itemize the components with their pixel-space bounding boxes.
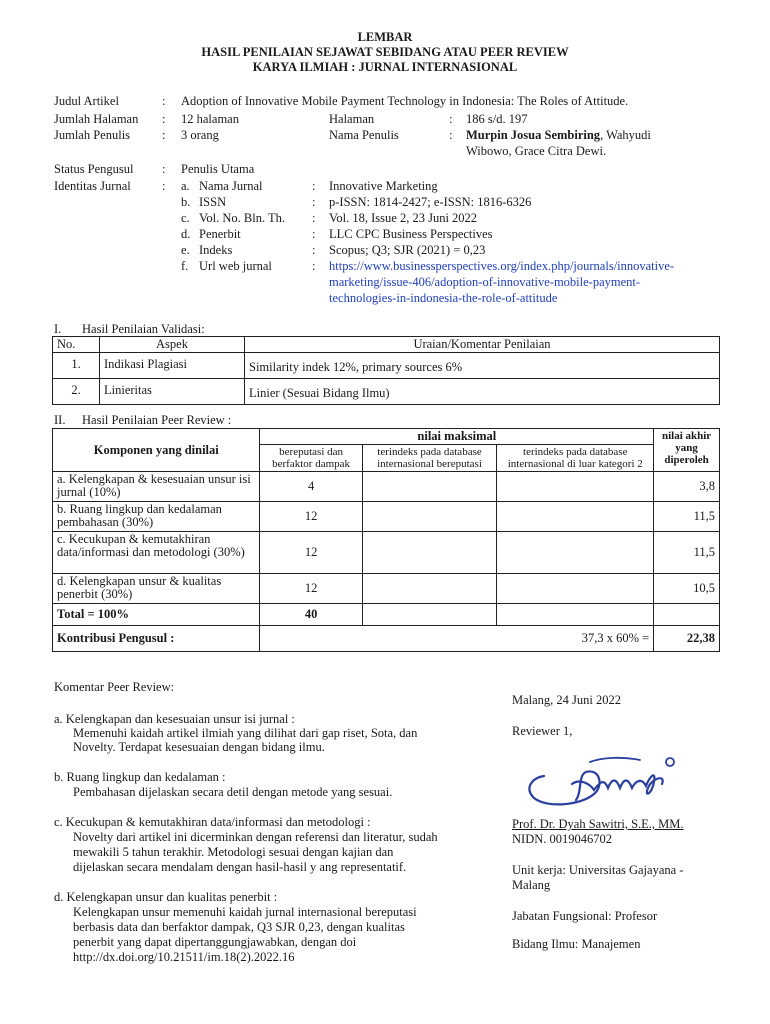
table-row [53,353,720,379]
empty-cell [362,574,497,604]
nilai-maks: 12 [260,532,362,574]
total-value: 40 [260,604,362,626]
halaman-label: Halaman [329,112,375,126]
komentar-a-line: Novelty. Terdapat kesesuaian dengan bidang ilmu. [73,740,325,754]
colon: : [162,179,166,193]
empty-cell [362,472,497,502]
halaman-value: 186 s/d. 197 [466,112,528,126]
section-ii-heading: Hasil Penilaian Peer Review : [82,413,232,427]
validasi-table [52,336,720,405]
komentar-b-line: Pembahasan dijelaskan secara detil dengan metode yang sesuai. [73,785,393,799]
jurnal-label: Penerbit [199,227,241,241]
reviewer-bidang: Bidang Ilmu: Manajemen [512,937,641,951]
jurnal-letter: b. [181,195,191,209]
jurnal-value: p-ISSN: 1814-2427; e-ISSN: 1816-6326 [329,195,532,209]
author-main: Murpin Josua Sembiring [466,128,601,142]
peer-table [52,428,720,652]
section-i-heading: Hasil Penilaian Validasi: [82,322,205,336]
colon: : [312,211,316,225]
sub-col-3: terindeks pada database internasional di luar kategori 2 [497,445,654,472]
identitas-label: Identitas Jurnal [54,179,131,193]
nilai-akhir: 10,5 [654,574,720,604]
url-line3[interactable]: technologies-in-indonesia-the-role-of-attitude [329,291,558,305]
jurnal-label: Nama Jurnal [199,179,263,193]
row-uraian: Similarity indek 12%, primary sources 6% [245,353,720,379]
col-nilai-maks: nilai maksimal [260,429,654,445]
table-row [53,379,720,405]
empty-cell [362,532,497,574]
komentar-c-line: dijelaskan secara mendalam dengan hasil-hasil y ang representatif. [73,860,407,874]
url-line1[interactable]: https://www.businessperspectives.org/index.php/journals/innovative- [329,259,675,273]
kontribusi-label: Kontribusi Pengusul : [53,626,260,652]
row-aspek: Indikasi Plagiasi [100,353,245,379]
nilai-maks: 12 [260,574,362,604]
jurnal-letter: a. [181,179,190,193]
judul-value: Adoption of Innovative Mobile Payment Technology in Indonesia: The Roles of Attitude. [181,94,629,108]
nilai-maks: 4 [260,472,362,502]
colon: : [312,259,316,273]
empty-cell [497,604,654,626]
col-nilai-akhir: nilai akhir yang diperoleh [654,429,720,472]
colon: : [162,112,166,126]
jml-hal-value: 12 halaman [181,112,239,126]
col-komponen: Komponen yang dinilai [53,429,260,472]
jml-penulis-label: Jumlah Penulis [54,128,131,142]
colon: : [312,179,316,193]
nilai-maks: 12 [260,502,362,532]
empty-cell [362,502,497,532]
komentar-b-title: b. Ruang lingkup dan kedalaman : [54,770,226,784]
author-rest: , Wahyudi [600,128,651,142]
komentar-d-line: Kelengkapan unsur memenuhi kaidah jurnal internasional bereputasi [73,905,417,919]
komentar-a-title: a. Kelengkapan dan kesesuaian unsur isi jurnal : [54,712,295,726]
colon: : [312,243,316,257]
komentar-d-line: berbasis data dan berfaktor dampak, Q3 SJR 0,23, dengan kualitas [73,920,405,934]
nama-penulis-value-cont: Wibowo, Grace Citra Dewi. [466,144,607,158]
komentar-d-title: d. Kelengkapan unsur dan kualitas penerbit : [54,890,278,904]
col-no: No. [53,337,100,353]
section-i-num: I. [54,322,62,336]
jurnal-value: LLC CPC Business Perspectives [329,227,493,241]
empty-cell [497,574,654,604]
row-uraian: Linier (Sesuai Bidang Ilmu) [245,379,720,405]
kontribusi-calc: 37,3 x 60% = [260,626,654,652]
komentar-a-line: Memenuhi kaidah artikel ilmiah yang dilihat dari gap riset, Sota, dan [73,726,418,740]
jurnal-label: Indeks [199,243,233,257]
empty-cell [362,604,497,626]
total-label: Total = 100% [53,604,260,626]
row-no: 1. [53,353,100,379]
reviewer-unit: Unit kerja: Universitas Gajayana - [512,863,684,877]
jurnal-label: Url web jurnal [199,259,272,273]
jurnal-letter: e. [181,243,190,257]
table-row [53,574,720,604]
komponen: d. Kelengkapan unsur & kualitas penerbit (30%) [53,574,260,604]
table-row [53,532,720,574]
colon: : [449,128,453,142]
url-link-cont[interactable] [329,290,557,306]
jurnal-letter: c. [181,211,190,225]
colon: : [312,195,316,209]
colon: : [162,162,166,176]
kontribusi-value: 22,38 [654,626,720,652]
doc-title-line1: LEMBAR [357,30,413,44]
nilai-akhir: 11,5 [654,502,720,532]
row-no: 2. [53,379,100,405]
status-value: Penulis Utama [181,162,255,176]
reviewer-jabatan: Jabatan Fungsional: Profesor [512,909,658,923]
table-row [53,472,720,502]
place-date: Malang, 24 Juni 2022 [512,693,622,707]
doc-title-line3: KARYA ILMIAH : JURNAL INTERNASIONAL [252,60,518,74]
nama-penulis-label: Nama Penulis [329,128,399,142]
section-ii-num: II. [54,413,66,427]
col-uraian: Uraian/Komentar Penilaian [245,337,720,353]
total-row [53,604,720,626]
signature-image [520,748,690,814]
jurnal-value: Vol. 18, Issue 2, 23 Juni 2022 [329,211,478,225]
empty-cell [497,472,654,502]
reviewer-role: Reviewer 1, [512,724,573,738]
jurnal-letter: f. [181,259,189,273]
komponen: b. Ruang lingkup dan kedalaman pembahasan (30%) [53,502,260,532]
komentar-c-line: mewakili 5 tahun terakhir. Metodologi sesuai dengan kajian dan [73,845,394,859]
colon: : [449,112,453,126]
komentar-d-line: http://dx.doi.org/10.21511/im.18(2).2022.16 [73,950,295,964]
nilai-akhir: 11,5 [654,532,720,574]
komentar-d-line: penerbit yang dapat dipertanggungjawabkan, dengan doi [73,935,357,949]
doc-title-line2: HASIL PENILAIAN SEJAWAT SEBIDANG ATAU PEER REVIEW [201,45,569,59]
table-row [53,502,720,532]
colon: : [162,94,166,108]
nama-penulis-value [466,127,651,143]
kontribusi-row [53,626,720,652]
url-link[interactable] [329,258,674,274]
url-line2[interactable]: marketing/issue-406/adoption-of-innovative-mobile-payment- [329,275,641,289]
col-aspek: Aspek [100,337,245,353]
url-link-cont[interactable] [329,274,640,290]
empty-cell [654,604,720,626]
jurnal-value: Scopus; Q3; SJR (2021) = 0,23 [329,243,486,257]
jml-penulis-value: 3 orang [181,128,219,142]
komponen: a. Kelengkapan & kesesuaian unsur isi jurnal (10%) [53,472,260,502]
jurnal-label: ISSN [199,195,227,209]
komponen: c. Kecukupan & kemutakhiran data/informasi dan metodologi (30%) [53,532,260,574]
reviewer-unit-cont: Malang [512,878,551,892]
colon: : [162,128,166,142]
sub-col-1: bereputasi dan berfaktor dampak [260,445,362,472]
jurnal-label: Vol. No. Bln. Th. [199,211,286,225]
empty-cell [497,532,654,574]
reviewer-name: Prof. Dr. Dyah Sawitri, S.E., MM. [512,817,684,831]
judul-label: Judul Artikel [54,94,119,108]
jurnal-letter: d. [181,227,191,241]
komentar-c-title: c. Kecukupan & kemutakhiran data/informasi dan metodologi : [54,815,371,829]
jml-hal-label: Jumlah Halaman [54,112,139,126]
nilai-akhir: 3,8 [654,472,720,502]
colon: : [312,227,316,241]
komentar-heading: Komentar Peer Review: [54,680,175,694]
status-label: Status Pengusul [54,162,134,176]
komentar-c-line: Novelty dari artikel ini dicerminkan dengan referensi dan literatur, sudah [73,830,438,844]
empty-cell [497,502,654,532]
reviewer-nidn: NIDN. 0019046702 [512,832,612,846]
jurnal-value: Innovative Marketing [329,179,438,193]
sub-col-2: terindeks pada database internasional bereputasi [362,445,497,472]
row-aspek: Linieritas [100,379,245,405]
